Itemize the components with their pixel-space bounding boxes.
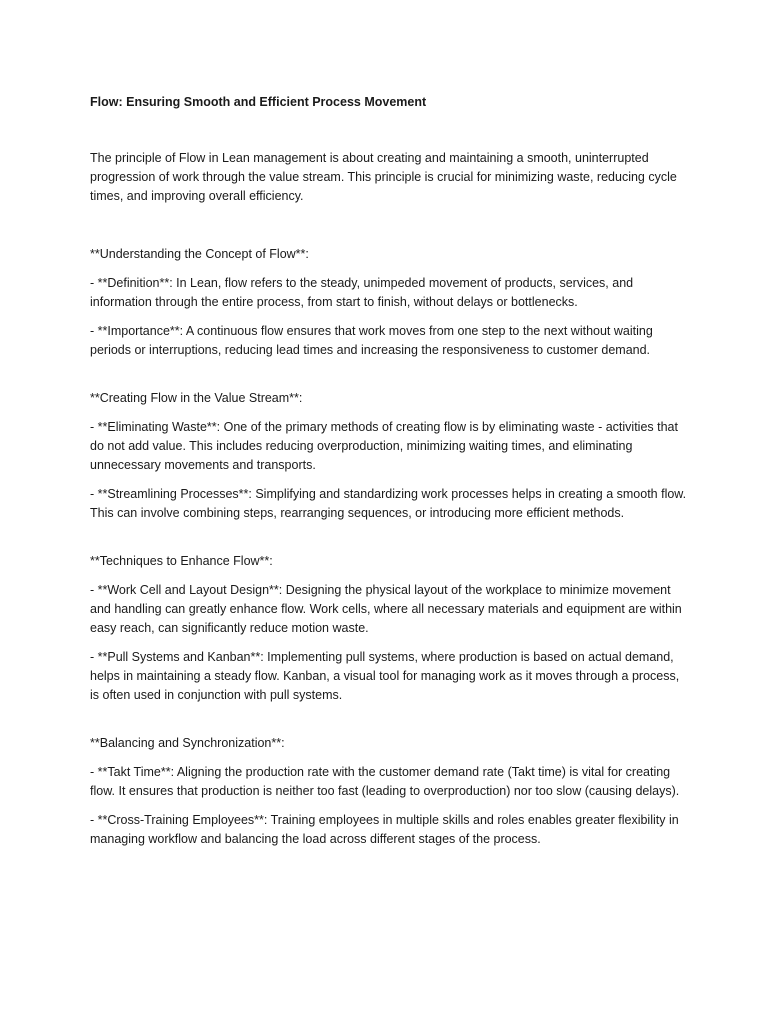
bullet-definition: - **Definition**: In Lean, flow refers to the steady, unimpeded movement of products, services, and information through the entire process, from start to finish, without delays or bottlenecks.: [90, 276, 634, 309]
bullet-takt-time: - **Takt Time**: Aligning the production rate with the customer demand rate (Takt time) is vital for creating flow. It ensures that production is neither too fast (leading to overproduction) nor too slow (causing delays).: [90, 765, 680, 798]
section-heading: **Understanding the Concept of Flow**:: [90, 247, 309, 261]
section-heading: **Creating Flow in the Value Stream**:: [90, 391, 303, 405]
bullet-importance: - **Importance**: A continuous flow ensures that work moves from one step to the next without waiting periods or interruptions, reducing lead times and increasing the responsiveness to customer demand.: [90, 324, 653, 357]
section-heading: **Techniques to Enhance Flow**:: [90, 554, 273, 568]
section-heading: **Balancing and Synchronization**:: [90, 736, 285, 750]
section-techniques: [90, 552, 690, 705]
section-balancing: [90, 734, 690, 849]
bullet-work-cell-layout: - **Work Cell and Layout Design**: Designing the physical layout of the workplace to minimize movement and handling can greatly enhance flow. Work cells, where all necessary materials and equipment are within easy reach, can significantly reduce motion waste.: [90, 583, 682, 635]
intro-paragraph: The principle of Flow in Lean management is about creating and maintaining a smooth, uninterrupted progression of work through the value stream. This principle is crucial for minimizing waste, reducing cycle times, and improving overall efficiency.: [90, 151, 677, 203]
document-body: [90, 93, 690, 859]
bullet-streamlining-processes: - **Streamlining Processes**: Simplifying and standardizing work processes helps in creating a smooth flow. This can involve combining steps, rearranging sequences, or introducing more efficient methods.: [90, 487, 687, 520]
section-understanding-flow: [90, 245, 690, 360]
bullet-eliminating-waste: - **Eliminating Waste**: One of the primary methods of creating flow is by eliminating waste - activities that do not add value. This includes reducing overproduction, minimizing waiting times, and eliminating unnecessary movements and transports.: [90, 420, 678, 472]
document-title: Flow: Ensuring Smooth and Efficient Process Movement: [90, 95, 427, 109]
section-creating-flow: [90, 389, 690, 523]
bullet-cross-training: - **Cross-Training Employees**: Training employees in multiple skills and roles enables greater flexibility in managing workflow and balancing the load across different stages of the process.: [90, 813, 679, 846]
bullet-pull-systems-kanban: - **Pull Systems and Kanban**: Implementing pull systems, where production is based on actual demand, helps in maintaining a steady flow. Kanban, a visual tool for managing work as it moves through a process, is often used in conjunction with pull systems.: [90, 650, 680, 702]
